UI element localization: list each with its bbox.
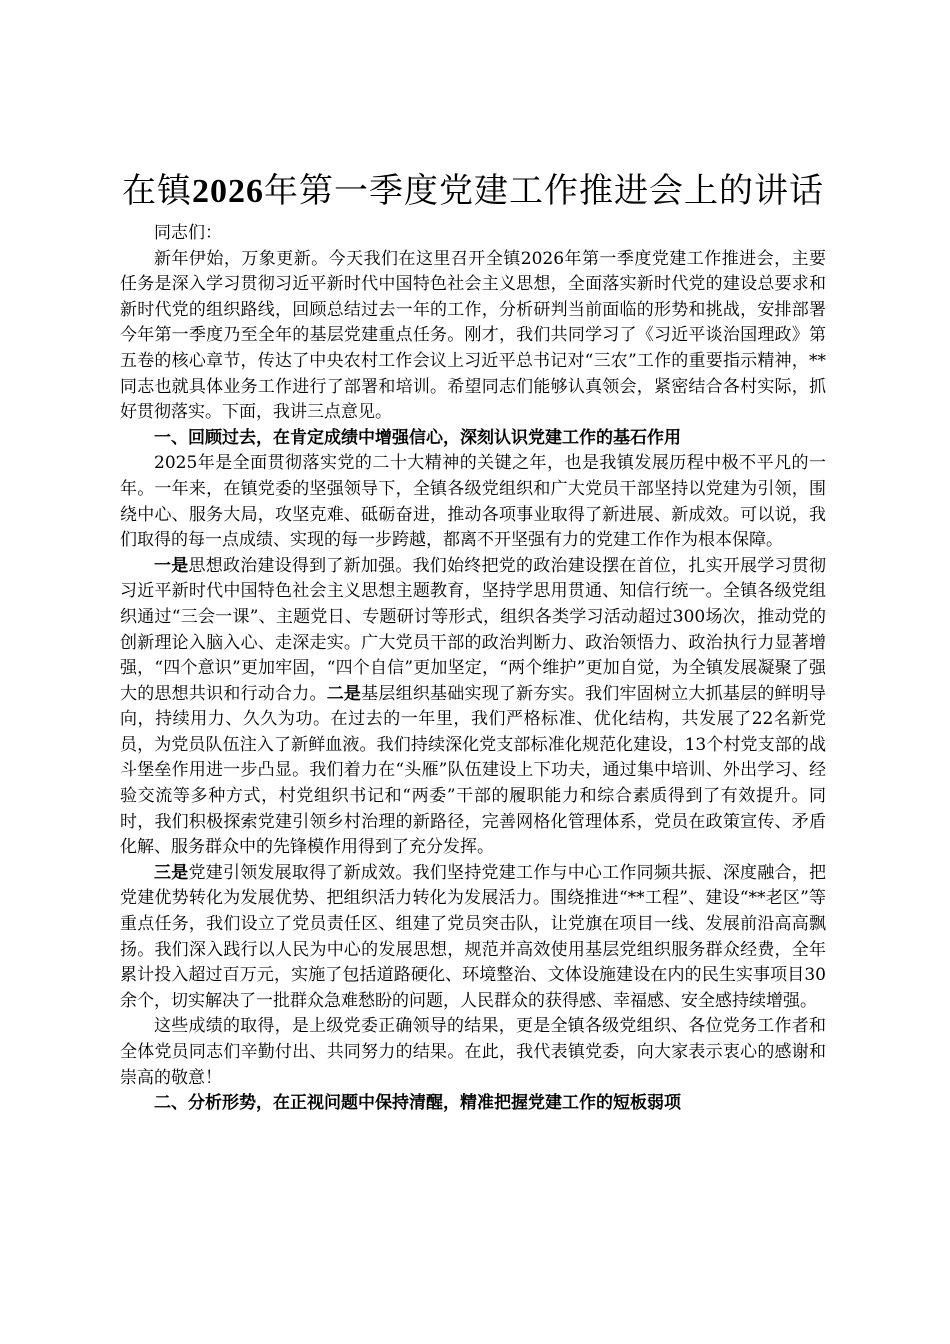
acknowledgement-paragraph: 这些成绩的取得，是上级党委正确领导的结果，更是全镇各级党组织、各位党务工作者和全体党员同志们辛勤付出、共同努力的结果。在此，我代表镇党委，向大家表示衷心的感谢和崇高的敬意！ xyxy=(120,1016,826,1088)
point-one-lead: 一是 xyxy=(154,555,189,576)
point-three-text: 党建引领发展取得了新成效。我们坚持党建工作与中心工作同频共振、深度融合，把党建优势转化为发展优势、把组织活力转化为发展活力。围绕推进“**工程”、建设“**老区”等重点任务，我们设立了党员责任区、组建了党员突击队，让党旗在项目一线、发展前沿高高飘扬。我们深入践行以人民为中心的发展思想，规范并高效使用基层党组织服务群众经费，全年累计投入超过百万元，实施了包括道路硬化、环境整治、文体设施建设在内的民生实事项目30余个，切实解决了一批群众急难愁盼的问题，人民群众的获得感、幸福感、安全感持续增强。 xyxy=(120,862,827,1011)
document-title xyxy=(120,168,826,215)
section-heading-1: 一、回顾过去，在肯定成绩中增强信心，深刻认识党建工作的基石作用 xyxy=(154,427,681,448)
title-rest: 年第一季度党建工作推进会上的讲话 xyxy=(264,171,824,211)
point-two-lead: 二是 xyxy=(326,683,362,704)
point-one-text: 思想政治建设得到了新加强。我们始终把党的政治建设摆在首位，扎实开展学习贯彻习近平新时代中国特色社会主义思想主题教育，坚持学思用贯通、知信行统一。全镇各级党组织通过“三会一课”、主题党日、专题研讨等形式，组织各类学习活动超过300场次，推动党的创新理论入脑入心、走深走实。广大党员干部的政治判断力、政治领悟力、政治执行力显著增强，“四个意识”更加牢固，“四个自信”更加坚定，“两个维护”更加自觉，为全镇发展凝聚了强大的思想共识和行动合力。 xyxy=(120,555,827,704)
title-prefix: 在镇 xyxy=(122,171,192,211)
point-two-text: 基层组织基础实现了新夯实。我们牢固树立大抓基层的鲜明导向，持续用力、久久为功。在过去的一年里，我们严格标准、优化结构，共发展了22名新党员，为党员队伍注入了新鲜血液。我们持续深化党支部标准化规范化建设，13个村党支部的战斗堡垒作用进一步凸显。我们着力在“头雁”队伍建设上下功夫，通过集中培训、外出学习、经验交流等多种方式，村党组织书记和“两委”干部的履职能力和综合素质得到了有效提升。同时，我们积极探索党建引领乡村治理的新路径，完善网格化管理体系，党员在政策宣传、矛盾化解、服务群众中的先锋模作用得到了充分发挥。 xyxy=(120,683,827,858)
greeting: 同志们： xyxy=(154,223,222,243)
point-three-lead: 三是 xyxy=(154,862,189,883)
document-page xyxy=(120,168,826,1117)
title-year: 2026 xyxy=(192,173,264,210)
point-three-paragraph xyxy=(120,861,826,1015)
intro-paragraph: 新年伊始，万象更新。今天我们在这里召开全镇2026年第一季度党建工作推进会，主要任务是深入学习贯彻习近平新时代中国特色社会主义思想，全面落实新时代党的建设总要求和新时代党的组织路线，回顾总结过去一年的工作，分析研判当前面临的形势和挑战，安排部署今年第一季度乃至全年的基层党建重点任务。刚才，我们共同学习了《习近平谈治国理政》第五卷的核心章节，传达了中央农村工作会议上习近平总书记对“三农”工作的重要指示精神，**同志也就具体业务工作进行了部署和培训。希望同志们能够认真领会，紧密结合各村实际，抓好贯彻落实。下面，我讲三点意见。 xyxy=(120,248,826,423)
point-one-paragraph xyxy=(120,554,826,861)
section-heading-2: 二、分析形势，在正视问题中保持清醒，精准把握党建工作的短板弱项 xyxy=(154,1093,681,1114)
section1-paragraph: 2025年是全面贯彻落实党的二十大精神的关键之年，也是我镇发展历程中极不平凡的一年。一年来，在镇党委的坚强领导下，全镇各级党组织和广大党员干部坚持以党建为引领，围绕中心、服务大局，攻坚克难、砥砺奋进，推动各项事业取得了新进展、新成效。可以说，我们取得的每一点成绩、实现的每一步跨越，都离不开坚强有力的党建工作作为根本保障。 xyxy=(120,453,826,551)
